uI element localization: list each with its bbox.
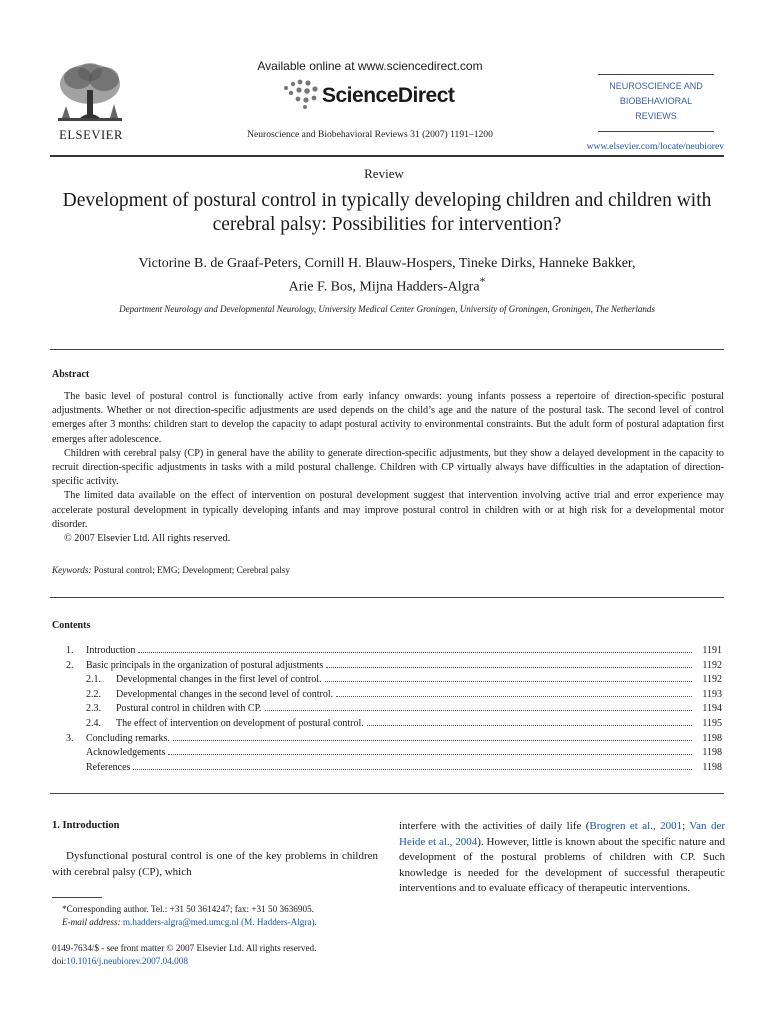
section-heading-introduction: 1. Introduction bbox=[52, 820, 120, 831]
toc-label: Developmental changes in the first level of control. bbox=[116, 674, 322, 686]
toc-number: 2.3. bbox=[86, 703, 101, 715]
affiliation: Department Neurology and Developmental Neurology, University Medical Center Groningen, University of Groningen, Groningen, The Netherlands bbox=[119, 304, 655, 314]
toc-number: 2.4. bbox=[86, 717, 101, 729]
keywords-list: Postural control; EMG; Development; Cerebral palsy bbox=[93, 565, 290, 575]
toc-entry[interactable] bbox=[52, 703, 722, 718]
journal-name-line: NEUROSCIENCE AND bbox=[609, 81, 703, 91]
front-matter bbox=[52, 942, 382, 968]
keywords bbox=[52, 565, 724, 575]
toc-leader-dots bbox=[173, 739, 692, 741]
toc-leader-dots bbox=[133, 768, 692, 770]
journal-name-line: BIOBEHAVIORAL bbox=[619, 96, 693, 106]
intro-text: ). However, little is known about the specific nature and development of the postural problems of children with CP. Such knowledge is needed for the development of successful therapeutic interventions and to evaluate efficacy of therapeutic interventions. bbox=[399, 835, 725, 894]
doi-link[interactable]: 10.1016/j.neubiorev.2007.04.008 bbox=[66, 956, 188, 966]
toc-leader-dots bbox=[168, 753, 692, 755]
corresponding-author-note: *Corresponding author. Tel.: +31 50 3614247; fax: +31 50 3636905. bbox=[62, 904, 314, 914]
toc-page-number: 1198 bbox=[702, 761, 722, 773]
toc-leader-dots bbox=[265, 709, 692, 711]
sciencedirect-wordmark: ScienceDirect bbox=[322, 84, 455, 107]
intro-paragraph-left: Dysfunctional postural control is one of the key problems in children with cerebral palsy (CP), which bbox=[52, 850, 378, 878]
toc-label: References bbox=[86, 761, 131, 773]
journal-citation: Neuroscience and Biobehavioral Reviews 31 (2007) 1191–1200 bbox=[247, 129, 493, 140]
toc-entry[interactable] bbox=[52, 747, 722, 762]
toc-number: 3. bbox=[66, 732, 74, 744]
toc-page-number: 1193 bbox=[702, 688, 722, 700]
toc-leader-dots bbox=[367, 724, 692, 726]
toc-number: 2. bbox=[66, 659, 74, 671]
citation-link[interactable]: Brogren et al., 2001 bbox=[589, 820, 683, 832]
header-divider bbox=[50, 155, 724, 157]
toc-entry[interactable] bbox=[52, 660, 722, 675]
authors-line: Victorine B. de Graaf-Peters, Cornill H. Blauw-Hospers, Tineke Dirks, Hanneke Bakker, bbox=[138, 256, 636, 271]
footnote bbox=[52, 903, 382, 929]
footnote-divider bbox=[52, 897, 102, 898]
toc-label: Concluding remarks. bbox=[86, 732, 170, 744]
toc-page-number: 1191 bbox=[702, 645, 722, 656]
toc-entry[interactable] bbox=[52, 733, 722, 748]
doi-label: doi: bbox=[52, 956, 67, 966]
available-online-text: Available online at www.sciencedirect.com bbox=[257, 59, 483, 73]
toc-entry[interactable] bbox=[52, 762, 722, 777]
toc-page-number: 1194 bbox=[702, 703, 722, 715]
abstract-paragraph: The limited data available on the effect of intervention on postural development suggest that intervention involving active trial and error experience may accelerate postural development in typically developing infants and may improve postural control in children with or at high risk for a developmental motor disorder. bbox=[52, 490, 724, 530]
journal-name-line: REVIEWS bbox=[635, 111, 677, 121]
contents-bottom-divider bbox=[50, 793, 724, 794]
intro-text: interfere with the activities of daily life ( bbox=[399, 820, 590, 832]
toc-leader-dots bbox=[326, 666, 692, 668]
abstract-paragraph: Children with cerebral palsy (CP) in general have the ability to generate direction-specific adjustments, but they show a delayed development in the capacity to recruit direction-specific adjustments in tasks with a mild postural challenge. Children with CP virtually always have difficulties in the adaptation of direction-specific activity. bbox=[52, 447, 724, 488]
email-name: (M. Hadders-Algra). bbox=[241, 917, 317, 927]
publisher-name: ELSEVIER bbox=[59, 128, 123, 142]
toc-entry[interactable] bbox=[52, 689, 722, 704]
toc-entry[interactable] bbox=[52, 674, 722, 689]
toc-page-number: 1198 bbox=[702, 732, 722, 744]
intro-text: ; bbox=[682, 820, 690, 832]
email-label: E-mail address: bbox=[62, 917, 121, 927]
toc-leader-dots bbox=[325, 680, 693, 682]
front-matter-line: 0149-7634/$ - see front matter © 2007 Elsevier Ltd. All rights reserved. bbox=[52, 943, 317, 953]
toc-number: 1. bbox=[66, 645, 74, 656]
contents-top-divider bbox=[50, 597, 724, 598]
toc-leader-dots bbox=[336, 695, 692, 697]
toc-label: Basic principals in the organization of postural adjustments bbox=[86, 659, 324, 671]
intro-paragraph-right bbox=[399, 819, 725, 897]
authors-line: Arie F. Bos, Mijna Hadders-Algra bbox=[288, 279, 480, 295]
article-type: Review bbox=[364, 166, 404, 181]
toc-label: Acknowledgements bbox=[86, 747, 166, 759]
toc-page-number: 1198 bbox=[702, 747, 722, 759]
toc-page-number: 1192 bbox=[702, 674, 722, 686]
contents-heading: Contents bbox=[52, 620, 91, 631]
journal-name-box bbox=[598, 74, 714, 132]
copyright-line: © 2007 Elsevier Ltd. All rights reserved. bbox=[64, 533, 231, 545]
keywords-label: Keywords: bbox=[52, 565, 92, 575]
toc-entry[interactable] bbox=[52, 645, 722, 660]
toc-number: 2.2. bbox=[86, 688, 101, 700]
toc-label: Postural control in children with CP. bbox=[116, 703, 262, 715]
toc-leader-dots bbox=[138, 651, 692, 653]
toc-label: Developmental changes in the second level of control. bbox=[116, 688, 334, 700]
abstract-body bbox=[52, 390, 724, 546]
email-link[interactable]: m.hadders-algra@med.umcg.nl bbox=[122, 917, 239, 927]
toc-page-number: 1192 bbox=[702, 659, 722, 671]
citation-link[interactable]: Van der Heide et al., 2004 bbox=[399, 820, 725, 848]
abstract-heading: Abstract bbox=[52, 369, 90, 380]
author-list bbox=[50, 255, 724, 297]
toc-label: Introduction bbox=[86, 645, 136, 656]
abstract-top-divider bbox=[50, 349, 724, 350]
toc-number: 2.1. bbox=[86, 674, 101, 686]
toc-label: The effect of intervention on development of postural control. bbox=[116, 717, 364, 729]
article-title: Development of postural control in typically developing children and children with cerebral palsy: Possibilities for intervention? bbox=[62, 190, 712, 235]
abstract-paragraph: The basic level of postural control is functionally active from early infancy onwards: young infants possess a repertoire of direction-specific postural adjustments. Whether or not direction-specific adjustments are used depends on the child’s age and the nature of the postural task. The second level of control emerges after 3 months: children start to develop the capacity to adapt postural activity to environmental constraints. But the adult form of postural adaptation first emerges after adolescence. bbox=[52, 391, 724, 445]
corresponding-author-mark: * bbox=[479, 275, 486, 288]
table-of-contents bbox=[52, 645, 722, 776]
toc-page-number: 1195 bbox=[702, 717, 722, 729]
journal-url-link[interactable]: www.elsevier.com/locate/neubiorev bbox=[586, 141, 724, 152]
toc-entry[interactable] bbox=[52, 718, 722, 733]
